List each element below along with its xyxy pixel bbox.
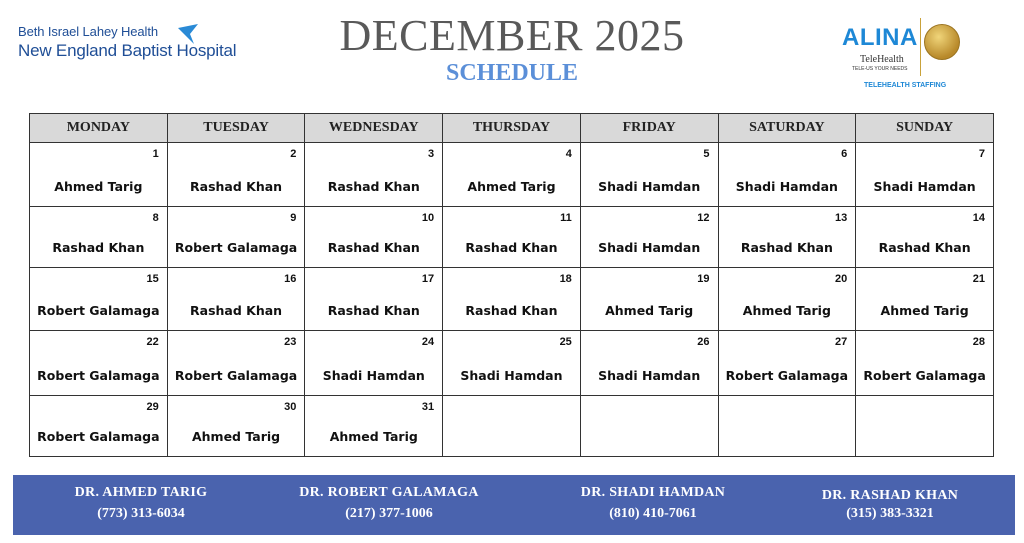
day-number: 1 bbox=[152, 148, 159, 160]
calendar-day-cell bbox=[30, 207, 168, 268]
on-call-doctor-name: Ahmed Tarig bbox=[605, 303, 694, 318]
calendar-day-cell bbox=[305, 143, 443, 207]
on-call-doctor-name: Rashad Khan bbox=[465, 303, 558, 318]
calendar-day-cell bbox=[30, 396, 168, 457]
calendar-day-cell bbox=[30, 268, 168, 331]
calendar-day-cell bbox=[443, 396, 581, 457]
contact-phone: (773) 313-6034 bbox=[97, 506, 185, 521]
contact-name: DR. RASHAD KHAN bbox=[821, 488, 959, 503]
calendar-day-cell bbox=[305, 331, 443, 396]
contact-name: DR. AHMED TARIG bbox=[74, 485, 208, 500]
on-call-doctor-name: Robert Galamaga bbox=[725, 368, 849, 383]
day-number: 18 bbox=[559, 273, 572, 285]
day-number: 5 bbox=[703, 148, 710, 160]
day-number: 12 bbox=[697, 212, 710, 224]
page-subtitle: SCHEDULE bbox=[445, 60, 579, 86]
contact-phone: (810) 410-7061 bbox=[609, 506, 697, 521]
on-call-doctor-name: Robert Galamaga bbox=[863, 368, 986, 383]
day-number: 13 bbox=[834, 212, 848, 224]
alina-logo-name: ALINA bbox=[842, 24, 918, 51]
alina-logo-sub: TeleHealth bbox=[860, 54, 904, 65]
weekday-header-sunday: SUNDAY bbox=[856, 114, 994, 143]
calendar-day-cell bbox=[856, 268, 994, 331]
on-call-doctor-name: Shadi Hamdan bbox=[460, 368, 563, 383]
contact-card bbox=[553, 485, 753, 522]
day-number: 15 bbox=[146, 273, 159, 285]
calendar-day-cell bbox=[305, 207, 443, 268]
on-call-doctor-name: Shadi Hamdan bbox=[873, 179, 976, 194]
on-call-doctor-name: Rashad Khan bbox=[190, 303, 283, 318]
calendar-day-cell bbox=[167, 331, 305, 396]
calendar-day-cell bbox=[167, 143, 305, 207]
on-call-doctor-name: Shadi Hamdan bbox=[598, 240, 701, 255]
on-call-doctor-name: Ahmed Tarig bbox=[329, 429, 418, 444]
calendar-day-cell bbox=[718, 207, 856, 268]
calendar-day-cell bbox=[305, 268, 443, 331]
logo-line-2: New England Baptist Hospital bbox=[18, 41, 237, 60]
on-call-doctor-name: Shadi Hamdan bbox=[598, 368, 701, 383]
on-call-doctor-name: Rashad Khan bbox=[190, 179, 283, 194]
on-call-doctor-name: Robert Galamaga bbox=[174, 240, 298, 255]
day-number: 6 bbox=[841, 148, 848, 160]
on-call-doctor-name: Rashad Khan bbox=[52, 240, 145, 255]
day-number: 16 bbox=[284, 273, 297, 285]
calendar-day-cell bbox=[580, 207, 718, 268]
day-number: 23 bbox=[284, 336, 297, 348]
weekday-header-friday: FRIDAY bbox=[580, 114, 718, 143]
contact-card bbox=[41, 485, 241, 522]
on-call-doctor-name: Shadi Hamdan bbox=[322, 368, 425, 383]
weekday-header-row bbox=[30, 114, 994, 143]
day-number: 10 bbox=[421, 212, 435, 224]
calendar-day-cell bbox=[167, 396, 305, 457]
calendar-day-cell bbox=[443, 268, 581, 331]
calendar-day-cell bbox=[580, 143, 718, 207]
contact-name: DR. SHADI HAMDAN bbox=[580, 485, 726, 500]
contact-phone: (217) 377-1006 bbox=[345, 506, 433, 521]
on-call-doctor-name: Rashad Khan bbox=[740, 240, 833, 255]
calendar-day-cell bbox=[580, 331, 718, 396]
weekday-header-saturday: SATURDAY bbox=[718, 114, 856, 143]
day-number: 3 bbox=[427, 148, 435, 160]
contacts-footer bbox=[13, 475, 1015, 535]
page-title: DECEMBER 2025 bbox=[339, 11, 685, 60]
day-number: 20 bbox=[834, 273, 848, 285]
logo-divider bbox=[920, 18, 921, 76]
day-number: 30 bbox=[284, 401, 297, 413]
day-number: 31 bbox=[421, 401, 435, 413]
calendar-week-row bbox=[30, 207, 994, 268]
alina-logo-staffing: TELEHEALTH STAFFING bbox=[864, 82, 947, 89]
on-call-doctor-name: Shadi Hamdan bbox=[735, 179, 838, 194]
day-number: 21 bbox=[972, 273, 985, 285]
calendar-day-cell bbox=[443, 331, 581, 396]
calendar-day-cell bbox=[443, 207, 581, 268]
calendar-week-row bbox=[30, 396, 994, 457]
calendar-week-row bbox=[30, 143, 994, 207]
contact-phone: (315) 383-3321 bbox=[846, 506, 934, 521]
gold-seal-icon bbox=[924, 24, 960, 60]
calendar-day-cell bbox=[718, 268, 856, 331]
contact-card bbox=[805, 488, 975, 522]
alina-logo bbox=[838, 14, 968, 94]
on-call-doctor-name: Rashad Khan bbox=[465, 240, 558, 255]
calendar-week-row bbox=[30, 268, 994, 331]
weekday-header-wednesday: WEDNESDAY bbox=[305, 114, 443, 143]
day-number: 2 bbox=[290, 148, 297, 160]
schedule-calendar bbox=[29, 113, 994, 457]
on-call-doctor-name: Ahmed Tarig bbox=[467, 179, 556, 194]
on-call-doctor-name: Ahmed Tarig bbox=[880, 303, 969, 318]
alina-logo-tagline: TELE-US YOUR NEEDS bbox=[852, 66, 908, 72]
on-call-doctor-name: Ahmed Tarig bbox=[191, 429, 281, 444]
on-call-doctor-name: Rashad Khan bbox=[327, 240, 420, 255]
calendar-day-cell bbox=[167, 207, 305, 268]
day-number: 8 bbox=[152, 212, 159, 224]
calendar-day-cell bbox=[856, 331, 994, 396]
contact-card bbox=[281, 485, 497, 522]
on-call-doctor-name: Rashad Khan bbox=[327, 179, 420, 194]
logo-line-1: Beth Israel Lahey Health bbox=[18, 24, 158, 39]
calendar-week-row bbox=[30, 331, 994, 396]
day-number: 29 bbox=[146, 401, 159, 413]
day-number: 17 bbox=[421, 273, 435, 285]
calendar-day-cell bbox=[856, 207, 994, 268]
on-call-doctor-name: Robert Galamaga bbox=[37, 303, 160, 318]
calendar-day-cell bbox=[305, 396, 443, 457]
on-call-doctor-name: Ahmed Tarig bbox=[54, 179, 143, 194]
day-number: 24 bbox=[421, 336, 435, 348]
weekday-header-monday: MONDAY bbox=[30, 114, 168, 143]
day-number: 11 bbox=[560, 212, 572, 224]
contact-name: DR. ROBERT GALAMAGA bbox=[299, 485, 479, 500]
day-number: 27 bbox=[834, 336, 848, 348]
day-number: 7 bbox=[978, 148, 985, 160]
calendar-day-cell bbox=[30, 143, 168, 207]
on-call-doctor-name: Rashad Khan bbox=[327, 303, 420, 318]
calendar-day-cell bbox=[443, 143, 581, 207]
calendar-day-cell bbox=[856, 396, 994, 457]
day-number: 9 bbox=[290, 212, 297, 224]
on-call-doctor-name: Robert Galamaga bbox=[37, 368, 160, 383]
calendar-day-cell bbox=[167, 268, 305, 331]
day-number: 22 bbox=[146, 336, 159, 348]
day-number: 19 bbox=[697, 273, 710, 285]
calendar-day-cell bbox=[856, 143, 994, 207]
on-call-doctor-name: Shadi Hamdan bbox=[598, 179, 701, 194]
on-call-doctor-name: Rashad Khan bbox=[878, 240, 971, 255]
day-number: 14 bbox=[972, 212, 985, 224]
on-call-doctor-name: Ahmed Tarig bbox=[742, 303, 831, 318]
calendar-day-cell bbox=[30, 331, 168, 396]
calendar-day-cell bbox=[718, 143, 856, 207]
on-call-doctor-name: Robert Galamaga bbox=[37, 429, 160, 444]
day-number: 4 bbox=[565, 148, 572, 160]
calendar-day-cell bbox=[580, 268, 718, 331]
day-number: 26 bbox=[697, 336, 710, 348]
day-number: 28 bbox=[972, 336, 985, 348]
calendar-day-cell bbox=[580, 396, 718, 457]
weekday-header-tuesday: TUESDAY bbox=[167, 114, 305, 143]
calendar-day-cell bbox=[718, 331, 856, 396]
calendar-day-cell bbox=[718, 396, 856, 457]
on-call-doctor-name: Robert Galamaga bbox=[174, 368, 298, 383]
weekday-header-thursday: THURSDAY bbox=[443, 114, 581, 143]
day-number: 25 bbox=[559, 336, 572, 348]
